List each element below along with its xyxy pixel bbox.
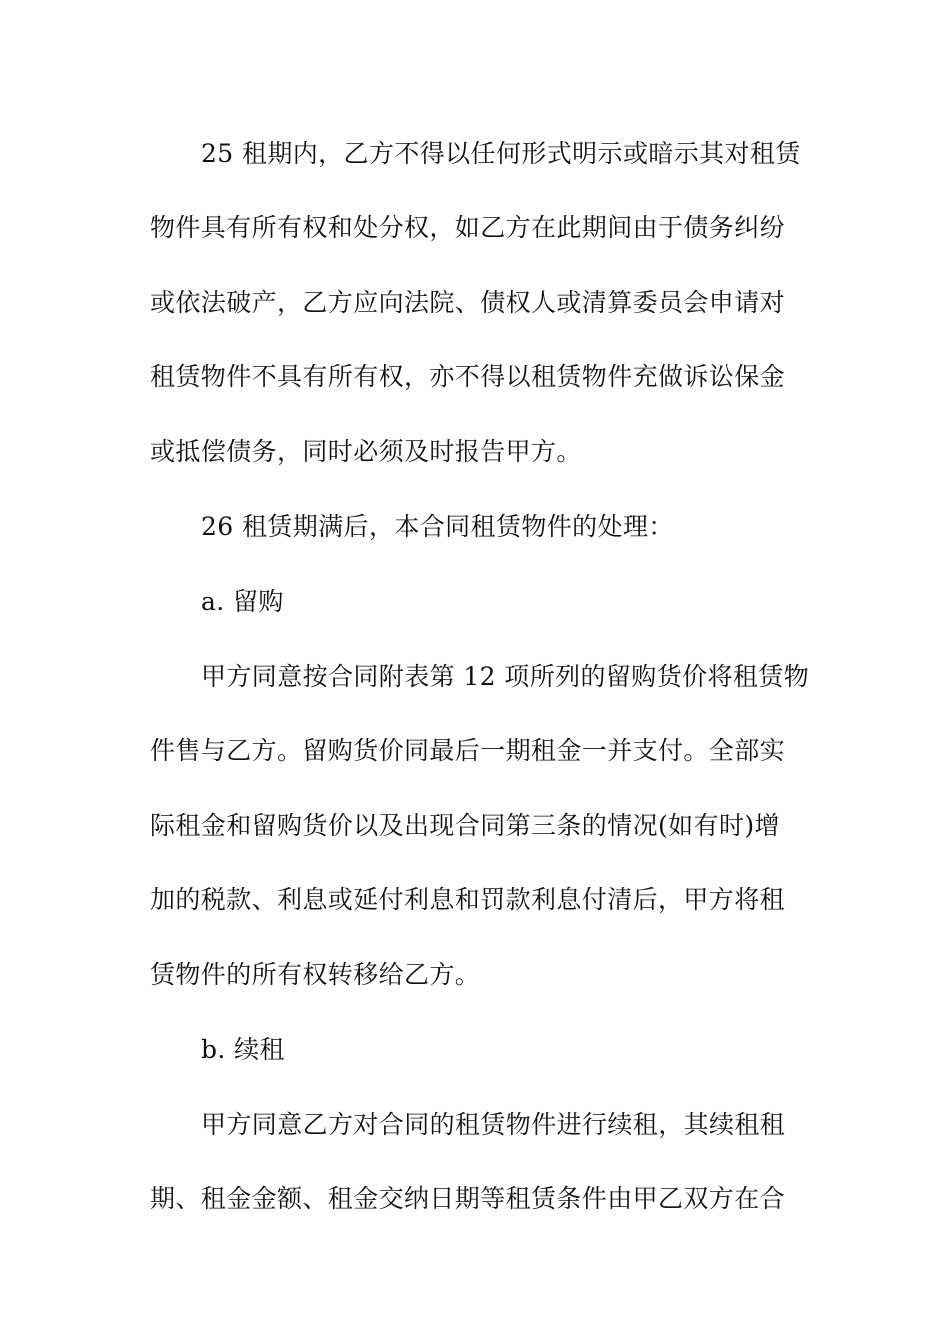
text-line: b. 续租: [201, 1035, 285, 1064]
text-line: 甲方同意按合同附表第 12 项所列的留购货价将租赁物: [201, 662, 810, 691]
text-line: 或依法破产，乙方应向法院、债权人或清算委员会申请对: [150, 288, 786, 317]
text-line: 或抵偿债务，同时必须及时报告甲方。: [150, 437, 582, 466]
text-line: 26 租赁期满后，本合同租赁物件的处理：: [201, 512, 674, 541]
text-line: 期、租金金额、租金交纳日期等租赁条件由甲乙双方在合: [150, 1184, 786, 1213]
text-line: 加的税款、利息或延付利息和罚款利息付清后，甲方将租: [150, 885, 786, 914]
text-line: 25 租期内，乙方不得以任何形式明示或暗示其对租赁: [201, 139, 801, 168]
text-line: 物件具有所有权和处分权，如乙方在此期间由于债务纠纷: [150, 213, 786, 242]
text-line: 甲方同意乙方对合同的租赁物件进行续租，其续租租: [201, 1110, 786, 1139]
text-line: 件售与乙方。留购货价同最后一期租金一并支付。全部实: [150, 736, 786, 765]
text-line: 际租金和留购货价以及出现合同第三条的情况(如有时)增: [150, 811, 780, 840]
text-line: 租赁物件不具有所有权，亦不得以租赁物件充做诉讼保金: [150, 362, 786, 391]
text-line: a. 留购: [201, 587, 284, 616]
text-line: 赁物件的所有权转移给乙方。: [150, 960, 481, 989]
